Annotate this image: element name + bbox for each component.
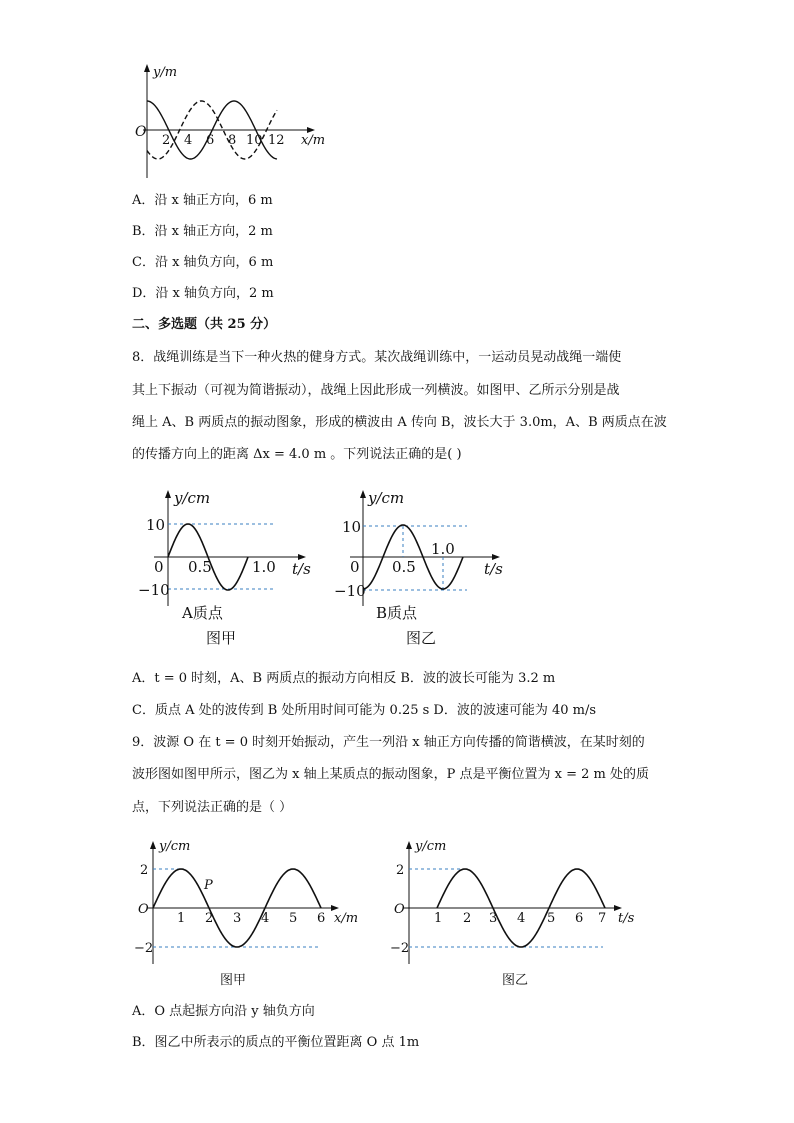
q9-figure-a bbox=[134, 836, 364, 991]
q9b-y-arrow bbox=[406, 841, 412, 849]
q9b-caption: 图乙 bbox=[502, 973, 529, 988]
q9b-tick-5: 5 bbox=[547, 911, 556, 926]
q9-figure-b bbox=[391, 836, 651, 991]
q8a-tick-10: 1.0 bbox=[252, 558, 276, 576]
q7-option-d[interactable]: D．沿 x 轴负方向，2 m bbox=[132, 286, 274, 301]
q8a-tick-05: 0.5 bbox=[188, 558, 212, 576]
q8b-x-label: t/s bbox=[484, 560, 503, 578]
q8-figure-a bbox=[132, 484, 311, 654]
q8b-point-label: B质点 bbox=[376, 604, 418, 622]
q8b-tick-10: 1.0 bbox=[431, 540, 455, 558]
q7-option-b[interactable]: B．沿 x 轴正方向，2 m bbox=[132, 224, 273, 239]
q9a-bottom-value: −2 bbox=[134, 941, 154, 956]
q9a-point-p: P bbox=[204, 878, 213, 893]
q9a-y-label: y/cm bbox=[159, 839, 191, 854]
q7-option-c[interactable]: C．沿 x 轴负方向，6 m bbox=[132, 255, 274, 270]
q8-options-row-1[interactable]: A．t = 0 时刻，A、B 两质点的振动方向相反 B．波的波长可能为 3.2 m bbox=[132, 671, 556, 686]
q9a-origin: O bbox=[138, 902, 149, 917]
q8a-caption: 图甲 bbox=[206, 629, 237, 647]
q9b-origin: O bbox=[394, 902, 405, 917]
q9a-y-arrow bbox=[150, 841, 156, 849]
q8a-y-label: y/cm bbox=[174, 489, 211, 507]
q7-tick-6: 6 bbox=[206, 133, 215, 148]
q8b-y-arrow bbox=[360, 490, 366, 498]
q8a-zero: 0 bbox=[154, 558, 164, 576]
q9-line-2: 波形图如图甲所示，图乙为 x 轴上某质点的振动图象，P 点是平衡位置为 x = 2 m 处的质 bbox=[132, 767, 649, 782]
q8b-top-value: 10 bbox=[342, 518, 362, 536]
q7-option-a[interactable]: A．沿 x 轴正方向，6 m bbox=[132, 193, 273, 208]
q8a-top-value: 10 bbox=[146, 516, 166, 534]
q8-line-3: 绳上 A、B 两质点的振动图象，形成的横波由 A 传向 B，波长大于 3.0m，A、B 两质点在波 bbox=[132, 415, 667, 430]
q8-line-4: 的传播方向上的距离 Δx = 4.0 m 。下列说法正确的是( ) bbox=[132, 447, 462, 462]
q9a-top-value: 2 bbox=[140, 863, 149, 878]
q8b-y-label: y/cm bbox=[368, 489, 405, 507]
q9b-x-label: t/s bbox=[618, 911, 635, 926]
q7-tick-2: 2 bbox=[162, 133, 171, 148]
q7-tick-4: 4 bbox=[184, 133, 193, 148]
q8-line-2: 其上下振动（可视为简谐振动），战绳上因此形成一列横波。如图甲、乙所示分别是战 bbox=[132, 383, 620, 398]
q9a-tick-1: 1 bbox=[177, 911, 186, 926]
section-title: 二、多选题（共 25 分） bbox=[132, 317, 277, 332]
q7-origin: O bbox=[135, 124, 147, 140]
q9b-top-value: 2 bbox=[396, 863, 405, 878]
q8a-y-arrow bbox=[165, 490, 171, 498]
q7-tick-12: 12 bbox=[268, 133, 285, 148]
q9-line-1: 9．波源 O 在 t = 0 时刻开始振动，产生一列沿 x 轴正方向传播的简谐横波，在某时刻的 bbox=[132, 735, 645, 750]
q9b-tick-4: 4 bbox=[517, 911, 526, 926]
q9b-tick-7: 7 bbox=[598, 911, 607, 926]
q9b-tick-3: 3 bbox=[489, 911, 498, 926]
q8b-tick-05: 0.5 bbox=[392, 558, 416, 576]
q8a-bottom-value: −10 bbox=[138, 581, 170, 599]
q9a-tick-2: 2 bbox=[205, 911, 214, 926]
q7-y-arrow bbox=[144, 64, 150, 72]
q9-option-a[interactable]: A．O 点起振方向沿 y 轴负方向 bbox=[132, 1004, 315, 1019]
q9a-tick-3: 3 bbox=[233, 911, 242, 926]
q9b-tick-2: 2 bbox=[463, 911, 472, 926]
q9a-tick-5: 5 bbox=[289, 911, 298, 926]
q9-line-3: 点，下列说法正确的是（ ） bbox=[132, 800, 293, 815]
q7-wave-figure bbox=[135, 62, 335, 182]
q7-x-label: x/m bbox=[301, 133, 326, 148]
q8-options-row-2[interactable]: C．质点 A 处的波传到 B 处所用时间可能为 0.25 s D．波的波速可能为 40 m/s bbox=[132, 703, 597, 718]
q8-line-1: 8．战绳训练是当下一种火热的健身方式。某次战绳训练中，一运动员晃动战绳一端使 bbox=[132, 350, 622, 365]
q7-tick-8: 8 bbox=[228, 133, 237, 148]
q9b-bottom-value: −2 bbox=[390, 941, 410, 956]
q8b-zero: 0 bbox=[350, 558, 360, 576]
q9a-caption: 图甲 bbox=[220, 973, 247, 988]
q8b-bottom-value: −10 bbox=[334, 582, 366, 600]
q9a-tick-4: 4 bbox=[261, 911, 270, 926]
q9a-tick-6: 6 bbox=[317, 911, 326, 926]
q8a-point-label: A质点 bbox=[182, 604, 223, 622]
q9b-tick-6: 6 bbox=[575, 911, 584, 926]
q7-y-label: y/m bbox=[153, 65, 178, 80]
q9-option-b[interactable]: B．图乙中所表示的质点的平衡位置距离 O 点 1m bbox=[132, 1035, 420, 1050]
q8-figure-b bbox=[330, 484, 505, 654]
q7-tick-10: 10 bbox=[246, 133, 263, 148]
q8a-x-label: t/s bbox=[292, 560, 311, 578]
q9a-x-label: x/m bbox=[334, 911, 359, 926]
q9b-y-label: y/cm bbox=[415, 839, 447, 854]
q9b-tick-1: 1 bbox=[434, 911, 443, 926]
q8b-caption: 图乙 bbox=[406, 629, 437, 647]
